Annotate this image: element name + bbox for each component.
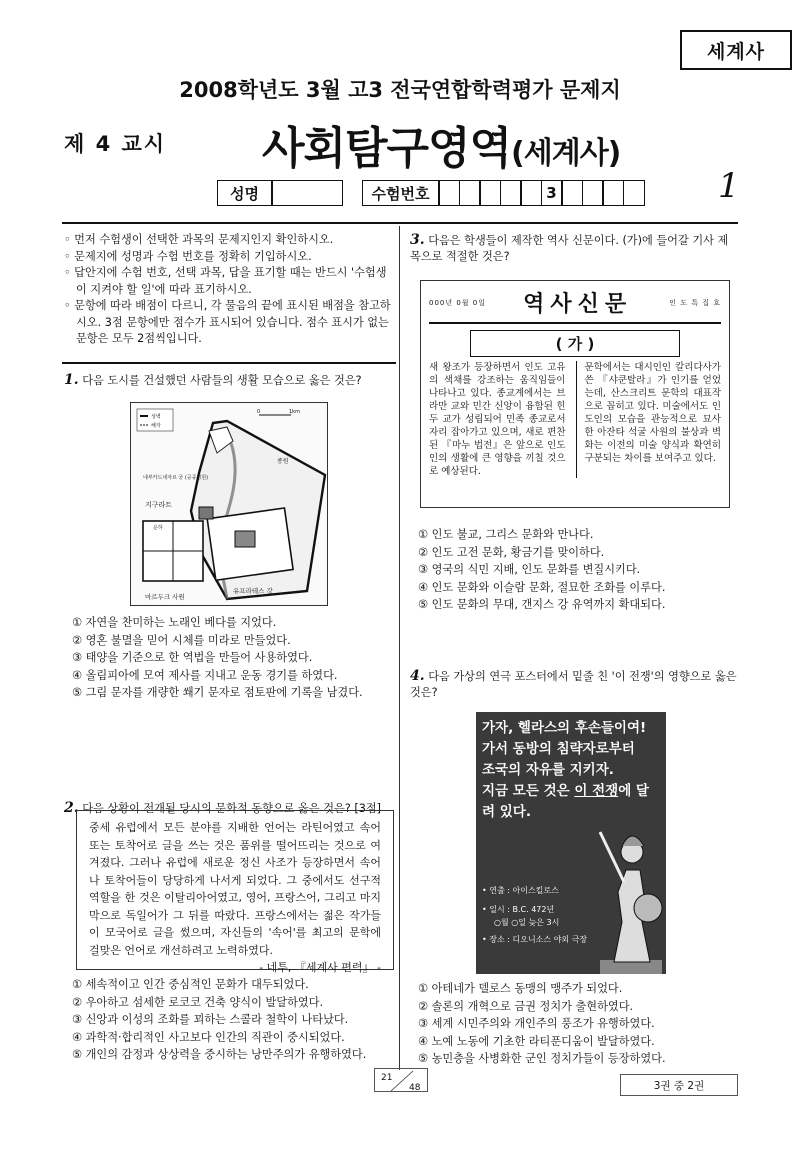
exam-number-cell[interactable] xyxy=(582,180,604,206)
choice-1[interactable]: ① 세속적이고 인간 중심적인 문화가 대두되었다. xyxy=(72,978,309,991)
exam-number-label: 수험번호 xyxy=(362,180,440,206)
question-4-stem xyxy=(410,668,738,701)
period-label: 제 4 교시 xyxy=(64,132,167,156)
map-drawing xyxy=(131,403,329,607)
map-label-jongwon: 종원 xyxy=(277,458,289,465)
choice-4[interactable]: ④ 노예 노동에 기초한 라티푼디움이 발달하였다. xyxy=(418,1034,655,1048)
footer-page-slash xyxy=(375,1069,429,1093)
choice-1[interactable]: ① 자연을 찬미하는 노래인 베다를 지었다. xyxy=(72,616,277,629)
question-text: 다음 도시를 건설했던 사람들의 생활 모습으로 옳은 것은? xyxy=(82,374,362,387)
instruction-item: ◦ 답안지에 수험 번호, 선택 과목, 답을 표기할 때는 반드시 '수험생이 지켜야 할 일'에 따라 표기하시오. xyxy=(64,266,387,296)
question-2-passage xyxy=(76,810,394,974)
poster-line-4: 지금 모든 것은 이 전쟁에 달려 있다. xyxy=(482,783,649,820)
warrior-illustration xyxy=(596,812,666,974)
choice-1[interactable]: ① 아테네가 델로스 동맹의 맹주가 되었다. xyxy=(418,982,623,995)
babylon-map xyxy=(130,402,328,606)
map-scale-0: 0 xyxy=(257,409,261,415)
history-newspaper xyxy=(420,280,730,508)
choice-5[interactable]: ⑤ 그림 문자를 개량한 쐐기 문자로 점토판에 기록을 남겼다. xyxy=(72,686,363,699)
map-legend-2: 해자 xyxy=(151,423,161,429)
passage-source: - 네투, 『세계사 편력』 - xyxy=(259,961,381,974)
choice-1[interactable]: ① 인도 불교, 그리스 문화와 만나다. xyxy=(418,528,594,541)
choice-3[interactable]: ③ 세계 시민주의와 개인주의 풍조가 유행하였다. xyxy=(418,1017,655,1030)
exam-number-cell[interactable] xyxy=(520,180,542,206)
passage-text: 중세 유럽에서 모든 분야를 지배한 언어는 라틴어였고 속어 또는 토착어로 글을 쓰는 것은 품위를 떨어뜨리는 것으로 여겨졌다. 그러나 유럽에 새로운 정신 사조가 등장하면서 속어나 토착어들이 당당하게 나서게 되었다. 그 중에서도 선구적 역할을 한 것은 이탈리아어였고, 영어, 프랑스어, 그리고 마지막으로 독일어가 그 뒤를 따랐다. 프랑스에서는 젊은 작가들이 모국어로 글을 썼으며, 자신들의 '속어'를 최고의 문학에 걸맞은 언어로 개선하려고 노력하였다. xyxy=(89,821,381,957)
choice-2[interactable]: ② 인도 고전 문화, 황금기를 맞이하다. xyxy=(418,545,605,559)
poster-time: ○월 ○일 늦은 3시 xyxy=(494,918,560,927)
choice-2[interactable]: ② 솔론의 개혁으로 금권 정치가 출현하였다. xyxy=(418,999,634,1013)
instruction-item: ◦ 문제지에 성명과 수험 번호를 정확히 기입하시오. xyxy=(64,249,312,263)
exam-number-digit: 3 xyxy=(541,180,563,206)
newspaper-headline: ( 가 ) xyxy=(470,330,680,357)
poster-line-2: 가서 동방의 침략자로부터 xyxy=(482,741,635,757)
name-label: 성명 xyxy=(217,180,273,206)
subject-box: 세계사 xyxy=(680,30,792,70)
header-rule xyxy=(62,222,738,224)
map-label-euphrates: 유프라테스 강 xyxy=(233,587,273,595)
poster-director: • 연출 : 아이스킬로스 xyxy=(482,886,559,895)
exam-number-cell[interactable] xyxy=(623,180,645,206)
map-scale-1: 1km xyxy=(289,409,300,415)
newspaper-masthead xyxy=(429,287,721,324)
question-3-choices xyxy=(418,526,738,614)
exam-title: 2008학년도 3월 고3 전국연합학력평가 문제지 xyxy=(179,78,621,102)
name-field[interactable] xyxy=(271,180,343,206)
choice-4[interactable]: ④ 과학적·합리적인 사고보다 인간의 직관이 중시되었다. xyxy=(72,1030,345,1044)
question-number: 1. xyxy=(64,372,79,388)
column-divider xyxy=(399,226,400,1070)
underlined-this-war: 이 전쟁 xyxy=(574,783,619,799)
choice-2[interactable]: ② 우아하고 섬세한 로코코 건축 양식이 발달하였다. xyxy=(72,995,324,1009)
choice-3[interactable]: ③ 신앙과 이성의 조화를 꾀하는 스콜라 철학이 나타났다. xyxy=(72,1013,349,1026)
instructions-rule xyxy=(62,362,396,364)
newspaper-body xyxy=(429,361,721,478)
poster-line-3: 조국의 자유를 지키자. xyxy=(482,762,614,778)
newspaper-column-1: 새 왕조가 등장하면서 인도 고유의 색채를 강조하는 움직임들이 나타나고 있다. 종교계에서는 브라만 교와 민간 신앙이 융합된 힌두 교가 성립되어 민족 종교로서 자리 잡아가고 있으며, 새로 편찬된 『마누 법전』은 앞으로 인도인의 생활에 큰 영향을 끼칠 것으로 예상된다. xyxy=(429,362,566,477)
footer-page-counter xyxy=(374,1068,428,1092)
footer-page-total: 48 xyxy=(409,1083,421,1093)
newspaper-column-2: 문학에서는 대시인인 칼리다사가 쓴 『샤쿤탈라』가 인기를 얻었는데, 산스크리트 문학의 대표작으로 꼽히고 있다. 미술에서도 인도인의 모습을 관능적으로 묘사한 아잔타 석굴 사원의 불상과 벽화는 이전의 미술 양식과 확연히 구분되는 차이를 보여주고 있다. xyxy=(576,361,722,478)
map-label-moat: 운하 xyxy=(153,525,163,531)
poster-slogan xyxy=(476,712,666,823)
choice-5[interactable]: ⑤ 인도 문화의 무대, 갠지스 강 유역까지 확대되다. xyxy=(418,598,666,611)
area-sub: (세계사) xyxy=(511,136,621,171)
choice-5[interactable]: ⑤ 농민층을 사병화한 군인 정치가들이 등장하였다. xyxy=(418,1052,666,1065)
instruction-item: ◦ 문항에 따라 배점이 다르니, 각 물음의 끝에 표시된 배점을 참고하시오. 3점 문항에만 점수가 표시되어 있습니다. 점수 표시가 없는 문항은 모두 2점씩입니다. xyxy=(64,299,391,345)
poster-date: • 일시 : B.C. 472년 xyxy=(482,905,555,914)
area-main: 사회탐구영역 xyxy=(262,123,512,174)
choice-3[interactable]: ③ 영국의 식민 지배, 인도 문화를 변질시키다. xyxy=(418,563,641,576)
play-poster xyxy=(476,712,666,974)
newspaper-name: 역사신문 xyxy=(523,291,633,317)
poster-info xyxy=(482,884,602,946)
question-4-choices xyxy=(418,980,738,1068)
choice-4[interactable]: ④ 인도 문화와 이슬람 문화, 절묘한 조화를 이루다. xyxy=(418,580,666,594)
page-number: 1 xyxy=(718,166,740,206)
question-1-choices xyxy=(72,614,396,702)
instructions xyxy=(64,232,394,348)
footer-book-label: 3권 중 2권 xyxy=(620,1074,738,1096)
choice-4[interactable]: ④ 올림피아에 모여 제사를 지내고 운동 경기를 하였다. xyxy=(72,668,338,682)
map-label-marduk: 마르두크 사원 xyxy=(145,593,185,601)
question-text: 다음 가상의 연극 포스터에서 밑줄 친 '이 전쟁'의 영향으로 옳은 것은? xyxy=(410,670,737,699)
choice-5[interactable]: ⑤ 개인의 감정과 상상력을 중시하는 낭만주의가 유행하였다. xyxy=(72,1048,367,1061)
question-text: 다음 상황이 전개될 당시의 문화적 동향으로 옳은 것은? [3점] xyxy=(82,802,381,815)
newspaper-date: 000년 0월 0일 xyxy=(429,298,487,307)
question-text: 다음은 학생들이 제작한 역사 신문이다. (가)에 들어갈 기사 제목으로 적절한 것은? xyxy=(410,234,729,263)
exam-number-cell[interactable] xyxy=(500,180,522,206)
newspaper-issue: 인 도 특 집 호 xyxy=(669,298,721,307)
choice-3[interactable]: ③ 태양을 기준으로 한 역법을 만들어 사용하였다. xyxy=(72,651,313,664)
map-legend-1: 성벽 xyxy=(151,414,161,420)
question-1-stem xyxy=(64,372,394,389)
exam-number-cell[interactable] xyxy=(602,180,624,206)
question-3-stem xyxy=(410,232,738,265)
id-row xyxy=(218,180,645,206)
exam-number-cell[interactable] xyxy=(459,180,481,206)
choice-2[interactable]: ② 영혼 불멸을 믿어 시체를 미라로 만들었다. xyxy=(72,633,291,647)
map-label-palace: 네부카드네자르 궁 (공중정원) xyxy=(143,475,209,481)
exam-number-cell[interactable] xyxy=(438,180,460,206)
instruction-item: ◦ 먼저 수험생이 선택한 과목의 문제지인지 확인하시오. xyxy=(64,233,334,246)
poster-line-1: 가자, 헬라스의 후손들이여! xyxy=(482,720,647,736)
exam-number-cell[interactable] xyxy=(561,180,583,206)
question-number: 3. xyxy=(410,232,425,248)
exam-number-cell[interactable] xyxy=(479,180,501,206)
footer-page-current: 21 xyxy=(381,1073,393,1083)
area-title xyxy=(262,112,620,176)
question-number: 4. xyxy=(410,668,425,684)
question-number: 2. xyxy=(64,800,79,816)
poster-venue: • 장소 : 디오니소스 야외 극장 xyxy=(482,935,588,944)
map-label-ziggurat: 지구라트 xyxy=(145,501,173,509)
question-2-choices xyxy=(72,976,396,1064)
